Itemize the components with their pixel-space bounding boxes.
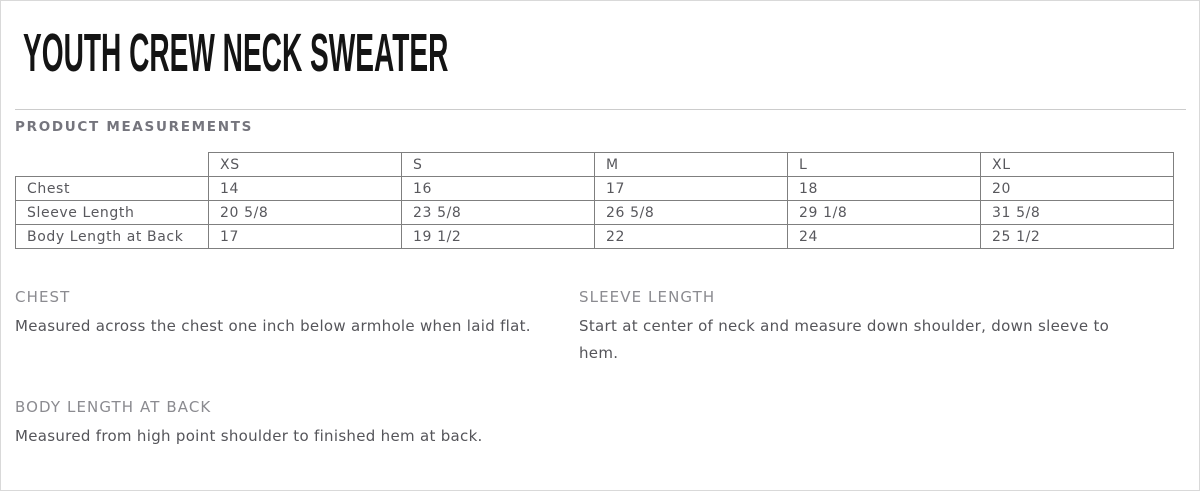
measurement-value: 22	[595, 225, 788, 249]
measurement-value: 19 1/2	[402, 225, 595, 249]
measurement-value: 31 5/8	[981, 201, 1174, 225]
definition-sleeve-length	[579, 288, 1124, 367]
measurement-value: 29 1/8	[788, 201, 981, 225]
definition-chest	[15, 288, 563, 340]
definition-term: BODY LENGTH AT BACK	[15, 398, 212, 416]
definition-term: SLEEVE LENGTH	[579, 288, 716, 306]
measurement-value: 25 1/2	[981, 225, 1174, 249]
measurements-table	[15, 152, 1174, 249]
measurement-value: 14	[209, 177, 402, 201]
size-column-header-m: M	[595, 153, 788, 177]
measurement-value: 17	[595, 177, 788, 201]
size-column-header-xs: XS	[209, 153, 402, 177]
measurement-value: 16	[402, 177, 595, 201]
row-label: Sleeve Length	[16, 201, 209, 225]
measurement-value: 24	[788, 225, 981, 249]
row-label: Body Length at Back	[16, 225, 209, 249]
section-divider	[15, 109, 1186, 110]
measurement-value: 20	[981, 177, 1174, 201]
size-column-header-xl: XL	[981, 153, 1174, 177]
table-row-chest	[16, 177, 1174, 201]
table-row-body-length-at-back	[16, 225, 1174, 249]
size-column-header-s: S	[402, 153, 595, 177]
measurement-value: 18	[788, 177, 981, 201]
definition-description: Measured across the chest one inch below armhole when laid flat.	[15, 317, 531, 335]
page-title: YOUTH CREW NECK SWEATER	[23, 23, 449, 83]
table-row-sleeve-length	[16, 201, 1174, 225]
measurement-value: 23 5/8	[402, 201, 595, 225]
definition-body-length-at-back	[15, 398, 575, 450]
definition-term: CHEST	[15, 288, 71, 306]
definition-description: Measured from high point shoulder to finished hem at back.	[15, 427, 483, 445]
section-heading: PRODUCT MEASUREMENTS	[15, 119, 254, 135]
measurement-value: 20 5/8	[209, 201, 402, 225]
definition-description: Start at center of neck and measure down shoulder, down sleeve to hem.	[579, 317, 1110, 362]
row-label: Chest	[16, 177, 209, 201]
measurement-value: 17	[209, 225, 402, 249]
table-corner-cell	[16, 153, 209, 177]
measurement-value: 26 5/8	[595, 201, 788, 225]
size-column-header-l: L	[788, 153, 981, 177]
table-header-row	[16, 153, 1174, 177]
